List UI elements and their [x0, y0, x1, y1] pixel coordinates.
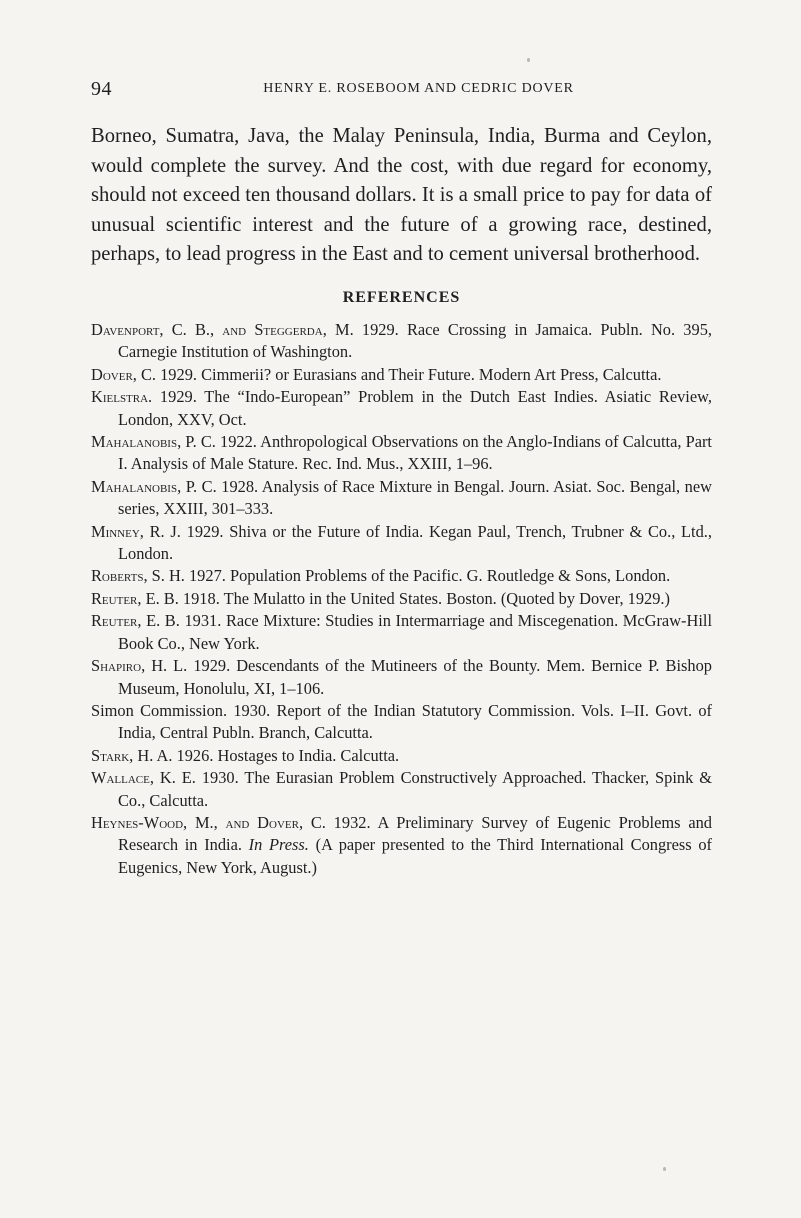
reference-text: 1932. A Preliminary Survey of Eugenic Problems and Research in India.: [118, 812, 712, 855]
reference-author: Stark, H. A.: [91, 745, 173, 765]
reference-entry: [91, 364, 712, 386]
reference-author: Mahalanobis, P. C.: [91, 476, 217, 496]
reference-author: Davenport, C. B., and Steggerda, M.: [91, 320, 354, 339]
reference-text: 1918. The Mulatto in the United States. Boston. (Quoted by Dover, 1929.): [178, 588, 670, 608]
reference-entry: [91, 319, 712, 364]
reference-text: 1929. Shiva or the Future of India. Kegan Paul, Trench, Trubner & Co., Ltd., London.: [118, 521, 713, 564]
reference-author: Reuter, E. B.: [91, 588, 179, 608]
reference-text: 1928. Analysis of Race Mixture in Bengal. Journ. Asiat. Soc. Bengal, new series, XXIII, 301–333.: [118, 476, 712, 519]
reference-entry: [91, 610, 712, 655]
reference-text-after: (A paper presented to the Third International Congress of Eugenics, New York, August.): [118, 835, 712, 877]
reference-text: 1922. Anthropological Observations on the Anglo-Indians of Calcutta, Part I. Analysis of Male Stature. Rec. Ind. Mus., XXIII, 1–96.: [118, 432, 712, 474]
references-heading: REFERENCES: [342, 289, 461, 306]
reference-entry: [91, 767, 712, 812]
paper-speck: [527, 58, 530, 62]
paper-speck: [663, 1167, 666, 1171]
reference-author: Mahalanobis, P. C.: [91, 432, 216, 452]
reference-entry: [91, 386, 712, 431]
reference-text: 1929. Descendants of the Mutineers of the Bounty. Mem. Bernice P. Bishop Museum, Honolulu, XI, 1–106.: [118, 656, 712, 698]
reference-author: Wallace, K. E.: [91, 768, 196, 788]
reference-text: 1931. Race Mixture: Studies in Intermarriage and Miscegenation. McGraw-Hill Book Co., New York.: [118, 611, 713, 653]
body-paragraph: Borneo, Sumatra, Java, the Malay Peninsula, India, Burma and Ceylon, would complete the survey. And the cost, with due regard for economy, should not exceed ten thousand dollars. It is a small price to pay for data of unusual scientific interest and the future of a growing race, destined, perhaps, to lead progress in the East and to cement universal brotherhood.: [91, 125, 712, 265]
reference-entry: [91, 588, 712, 610]
reference-entry: [91, 655, 712, 700]
reference-entry: [91, 431, 712, 476]
page-number: 94: [91, 78, 112, 100]
running-head: [91, 78, 706, 102]
reference-author: Heynes-Wood, M., and Dover, C.: [91, 812, 326, 832]
reference-text: 1929. Cimmerii? or Eurasians and Their Future. Modern Art Press, Calcutta.: [156, 364, 662, 384]
reference-author: Dover, C.: [91, 364, 157, 384]
reference-text: 1929. Race Crossing in Jamaica. Publn. No. 395, Carnegie Institution of Washington.: [118, 320, 712, 362]
reference-author: Minney, R. J.: [91, 521, 181, 541]
reference-entry: [91, 812, 712, 879]
reference-entry: [91, 476, 712, 521]
reference-text: 1929. The “Indo-European” Problem in the Dutch East Indies. Asiatic Review, London, XXV, Oct.: [118, 387, 712, 429]
running-title: HENRY E. ROSEBOOM AND CEDRIC DOVER: [263, 81, 574, 96]
reference-entry: [91, 565, 712, 587]
references-list: [91, 319, 712, 879]
reference-entry: [91, 521, 712, 566]
reference-text: 1926. Hostages to India. Calcutta.: [172, 745, 400, 765]
reference-italic-note: In Press.: [248, 835, 309, 855]
reference-author: Shapiro, H. L.: [91, 656, 188, 676]
reference-author: Roberts, S. H.: [91, 566, 185, 586]
reference-text: 1930. The Eurasian Problem Constructively Approached. Thacker, Spink & Co., Calcutta.: [118, 768, 712, 810]
reference-text: 1927. Population Problems of the Pacific. G. Routledge & Sons, London.: [184, 566, 671, 586]
reference-entry: [91, 700, 712, 745]
reference-author: Kielstra.: [91, 387, 153, 407]
reference-author: Reuter, E. B.: [91, 611, 180, 631]
reference-entry: [91, 745, 712, 767]
reference-text: Simon Commission. 1930. Report of the Indian Statutory Commission. Vols. I–II. Govt. of India, Central Publn. Branch, Calcutta.: [91, 700, 712, 743]
